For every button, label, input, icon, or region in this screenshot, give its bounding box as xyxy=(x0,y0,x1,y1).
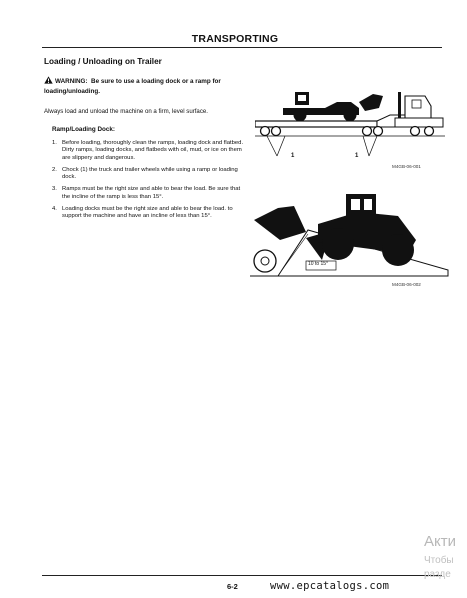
trailer-callout-right: 1 xyxy=(355,153,359,159)
warning-triangle-icon xyxy=(44,76,53,88)
ramp-illustration xyxy=(248,190,453,280)
warning-label: WARNING: xyxy=(55,78,88,85)
ramp-figure xyxy=(248,190,453,280)
trailer-figure xyxy=(255,78,450,178)
activation-watermark-line-1: Чтобы xyxy=(424,555,454,566)
warning-block xyxy=(44,76,254,96)
warning-text: Be sure to use a loading dock or a ramp for loading/unloading. xyxy=(44,78,221,95)
steps-list xyxy=(52,140,248,225)
activation-watermark-line-2: разде xyxy=(424,569,451,580)
trailer-callout-left: 1 xyxy=(291,153,295,159)
intro-text: Always load and unload the machine on a firm, level surface. xyxy=(44,108,208,115)
watermark-url: www.epcatalogs.com xyxy=(270,580,390,592)
ramp-angle-label: 10 to 15° xyxy=(308,261,329,267)
step-3: 3. Ramps must be the right size and able to bear the load. Be sure that the incline of the ramp is less than 15°. xyxy=(52,186,241,200)
page-number: 6-2 xyxy=(227,582,238,591)
step-4: 4. Loading docks must be the right size and able to bear the load. to support the machine and have an incline of less than 15°. xyxy=(52,205,233,220)
step-1: 1. Before loading, thoroughly clean the ramps, loading dock and flatbed. Dirty ramps, loading docks, and flatbeds with oil, mud, or ice on them are slippery and dangerous. xyxy=(52,140,244,161)
footer-rule xyxy=(42,575,442,576)
trailer-illustration xyxy=(255,78,450,178)
header-rule xyxy=(42,47,442,48)
section-title: Loading / Unloading on Trailer xyxy=(44,57,162,66)
page-title: TRANSPORTING xyxy=(191,33,279,45)
ramp-figure-code: M4GB-06-002 xyxy=(392,282,421,287)
step-2: 2. Chock (1) the truck and trailer wheels while using a ramp or loading dock. xyxy=(52,166,238,181)
activation-watermark-title: Акти xyxy=(424,533,456,550)
trailer-figure-code: M4GB-06-001 xyxy=(392,164,421,169)
ramp-subheading: Ramp/Loading Dock: xyxy=(52,126,115,133)
